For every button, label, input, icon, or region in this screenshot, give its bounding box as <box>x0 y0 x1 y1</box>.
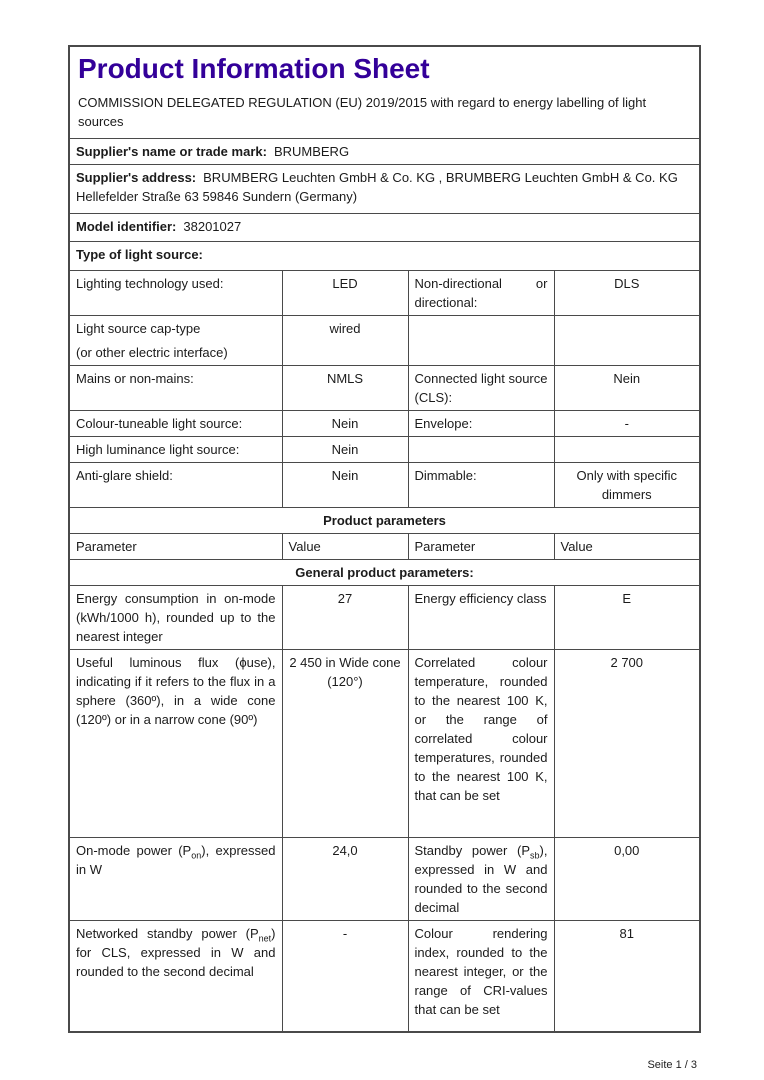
section-header-row <box>69 507 700 533</box>
param-cell <box>408 837 554 920</box>
column-header: Parameter <box>69 533 282 559</box>
param-cell <box>69 315 282 365</box>
param-cell: Correlated colour temperature, rounded to the nearest 100 K, or the range of correlated colour temperatures, rounded to the nearest 100 K, that can be set <box>408 649 554 837</box>
param-text: ), expressed in W <box>76 842 276 877</box>
value-cell <box>554 436 700 462</box>
model-identifier-value: 38201027 <box>183 218 242 234</box>
table-row <box>69 649 700 837</box>
title-cell <box>69 46 700 138</box>
param-cell: Colour rendering index, rounded to the nearest integer, or the range of CRI-values that can be set <box>408 920 554 1032</box>
param-line-2: (or other electric interface) <box>76 344 228 360</box>
supplier-name-value: BRUMBERG <box>273 143 350 159</box>
param-cell <box>69 837 282 920</box>
value-cell: - <box>282 920 408 1032</box>
column-header: Parameter <box>408 533 554 559</box>
param-subscript: sb <box>530 850 540 861</box>
table-row <box>69 837 700 920</box>
value-cell: 2 450 in Wide cone (120°) <box>282 649 408 837</box>
supplier-address-value: BRUMBERG Leuchten GmbH & Co. KG , BRUMBERG Leuchten GmbH & Co. KG Hellefelder Straße 63 59846 Sundern (Germany) <box>76 169 678 204</box>
supplier-address-cell <box>69 164 700 213</box>
param-cell: Connected light source (CLS): <box>408 365 554 410</box>
type-of-light-source-label: Type of light source: <box>76 246 203 262</box>
param-text: ), expressed in W and rounded to the second decimal <box>414 842 548 915</box>
param-cell: Envelope: <box>408 410 554 436</box>
param-cell: Colour-tuneable light source: <box>69 410 282 436</box>
value-cell: 27 <box>282 585 408 649</box>
param-cell: Dimmable: <box>408 462 554 507</box>
param-subscript: on <box>191 850 202 861</box>
section-header-row <box>69 559 700 585</box>
regulation-subtitle: COMMISSION DELEGATED REGULATION (EU) 2019/2015 with regard to energy labelling of light sources <box>78 95 647 129</box>
param-cell: Energy efficiency class <box>408 585 554 649</box>
value-cell: E <box>554 585 700 649</box>
table-row <box>69 436 700 462</box>
param-cell: Non-directional or directional: <box>408 270 554 315</box>
column-header: Value <box>554 533 700 559</box>
param-text: Standby power (P <box>414 842 531 858</box>
value-cell: Nein <box>282 410 408 436</box>
table-row <box>69 315 700 365</box>
column-header: Value <box>282 533 408 559</box>
table-row <box>69 585 700 649</box>
supplier-address-row <box>69 164 700 213</box>
value-cell: - <box>554 410 700 436</box>
page-title: Product Information Sheet <box>78 53 430 84</box>
param-cell: Useful luminous flux (ϕuse), indicating if it refers to the flux in a sphere (360º), in a wide cone (120º) or in a narrow cone (90º) <box>69 649 282 837</box>
value-cell: Nein <box>554 365 700 410</box>
type-of-light-source-cell <box>69 241 700 270</box>
value-cell: LED <box>282 270 408 315</box>
column-header-row <box>69 533 700 559</box>
supplier-name-label: Supplier's name or trade mark: <box>76 143 267 159</box>
param-cell <box>69 920 282 1032</box>
param-text: ) for CLS, expressed in W and rounded to the second decimal <box>76 925 276 979</box>
general-section-title: General product parameters: <box>69 559 700 585</box>
table-row <box>69 365 700 410</box>
model-identifier-label: Model identifier: <box>76 218 177 234</box>
param-cell <box>408 436 554 462</box>
supplier-name-row <box>69 138 700 164</box>
type-of-light-source-row <box>69 241 700 270</box>
param-line-1: Light source cap-type <box>76 320 201 336</box>
table-row <box>69 920 700 1032</box>
param-cell: Lighting technology used: <box>69 270 282 315</box>
model-identifier-row <box>69 213 700 241</box>
value-cell: NMLS <box>282 365 408 410</box>
value-cell: 81 <box>554 920 700 1032</box>
param-subscript: net <box>258 933 272 944</box>
value-cell: Only with specific dimmers <box>554 462 700 507</box>
param-cell <box>408 315 554 365</box>
page-number: Seite 1 / 3 <box>647 1059 697 1071</box>
value-cell: 2 700 <box>554 649 700 837</box>
product-info-sheet-table <box>68 45 701 1033</box>
section-title: Product parameters <box>69 507 700 533</box>
supplier-name-cell <box>69 138 700 164</box>
supplier-address-label: Supplier's address: <box>76 169 197 185</box>
param-text: Networked standby power (P <box>76 925 259 941</box>
value-cell: 24,0 <box>282 837 408 920</box>
param-cell: High luminance light source: <box>69 436 282 462</box>
param-text: On-mode power (P <box>76 842 192 858</box>
value-cell: DLS <box>554 270 700 315</box>
param-cell: Mains or non-mains: <box>69 365 282 410</box>
value-cell: Nein <box>282 462 408 507</box>
value-cell: Nein <box>282 436 408 462</box>
model-identifier-cell <box>69 213 700 241</box>
document-page <box>68 45 699 1071</box>
param-cell: Energy consumption in on-mode (kWh/1000 h), rounded up to the nearest integer <box>69 585 282 649</box>
table-row <box>69 270 700 315</box>
title-row <box>69 46 700 138</box>
param-cell: Anti-glare shield: <box>69 462 282 507</box>
table-row <box>69 410 700 436</box>
value-cell <box>554 315 700 365</box>
table-row <box>69 462 700 507</box>
value-cell: wired <box>282 315 408 365</box>
value-cell: 0,00 <box>554 837 700 920</box>
